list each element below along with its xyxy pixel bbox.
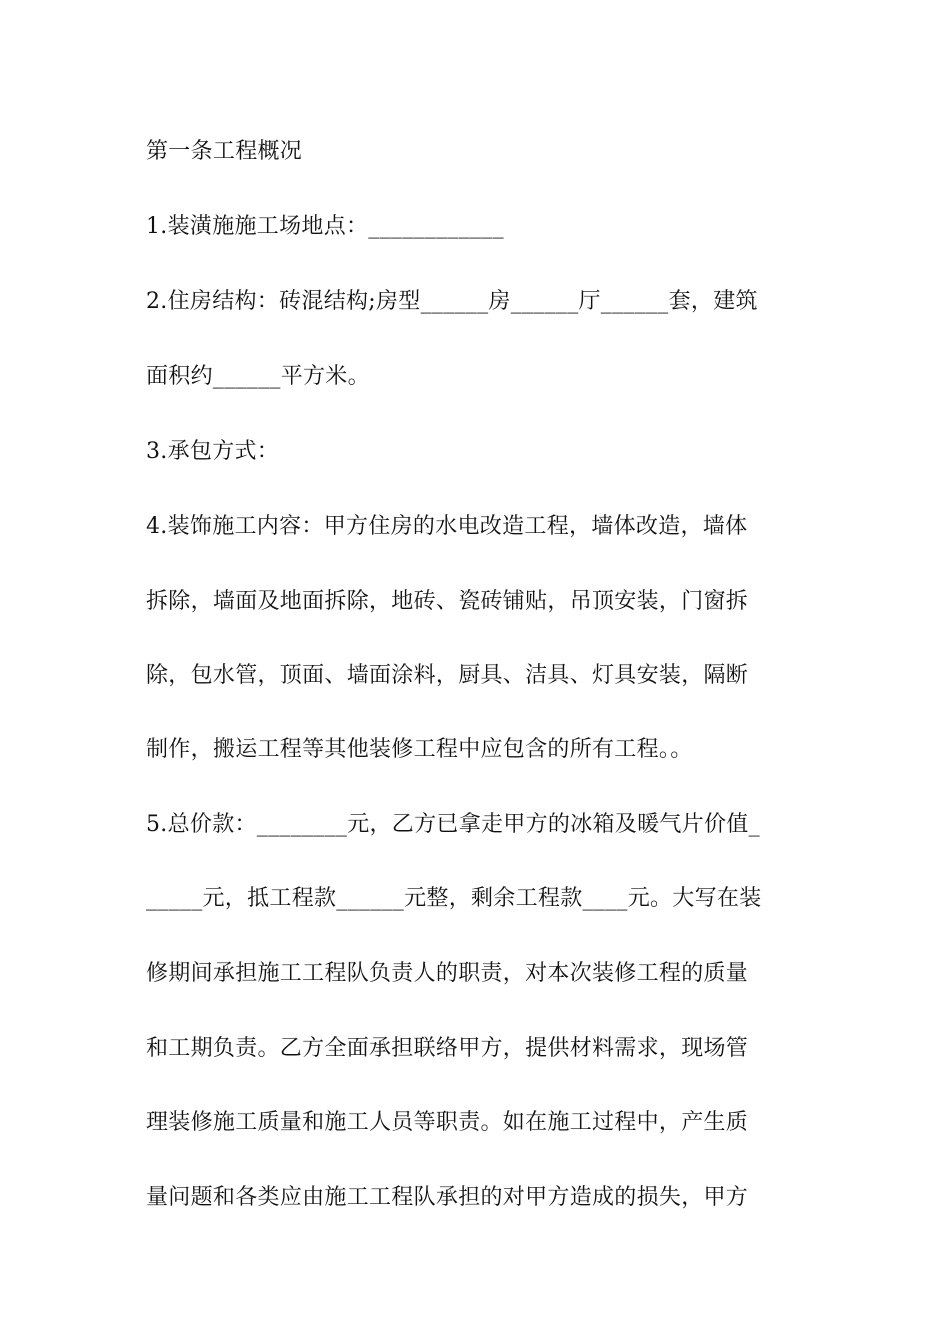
item-3-contract-method: 3.承包方式： (146, 439, 280, 464)
item-2-area-line: 面积约______平方米。 (146, 364, 370, 389)
item-5-line-3: 修期间承担施工工程队负责人的职责，对本次装修工程的质量 (146, 961, 749, 986)
item-5-line-5: 理装修施工质量和施工人员等职责。如在施工过程中，产生质 (146, 1110, 749, 1135)
item-1-site-address: 1.装潢施施工场地点：____________ (146, 214, 504, 239)
item-5-line-6: 量问题和各类应由施工工程队承担的对甲方造成的损失，甲方 (146, 1185, 749, 1210)
item-4-construction-content: 4.装饰施工内容：甲方住房的水电改造工程，墙体改造，墙体 (146, 514, 748, 539)
item-5-line-2: _____元，抵工程款______元整，剩余工程款____元。大写在装 (146, 886, 762, 911)
item-4-line-3: 除，包水管，顶面、墙面涂料，厨具、洁具、灯具安装，隔断 (146, 663, 749, 688)
item-4-line-2: 拆除，墙面及地面拆除，地砖、瓷砖铺贴，吊顶安装，门窗拆 (146, 589, 749, 614)
item-2-housing-structure: 2.住房结构：砖混结构;房型______房______厅______套，建筑 (146, 289, 758, 314)
item-4-line-4: 制作，搬运工程等其他装修工程中应包含的所有工程。。 (146, 737, 693, 762)
item-5-line-4: 和工期负责。乙方全面承担联络甲方，提供材料需求，现场管 (146, 1036, 749, 1061)
section-heading: 第一条工程概况 (146, 139, 303, 164)
item-5-total-price: 5.总价款：________元，乙方已拿走甲方的冰箱及暖气片价值_ (146, 812, 760, 837)
